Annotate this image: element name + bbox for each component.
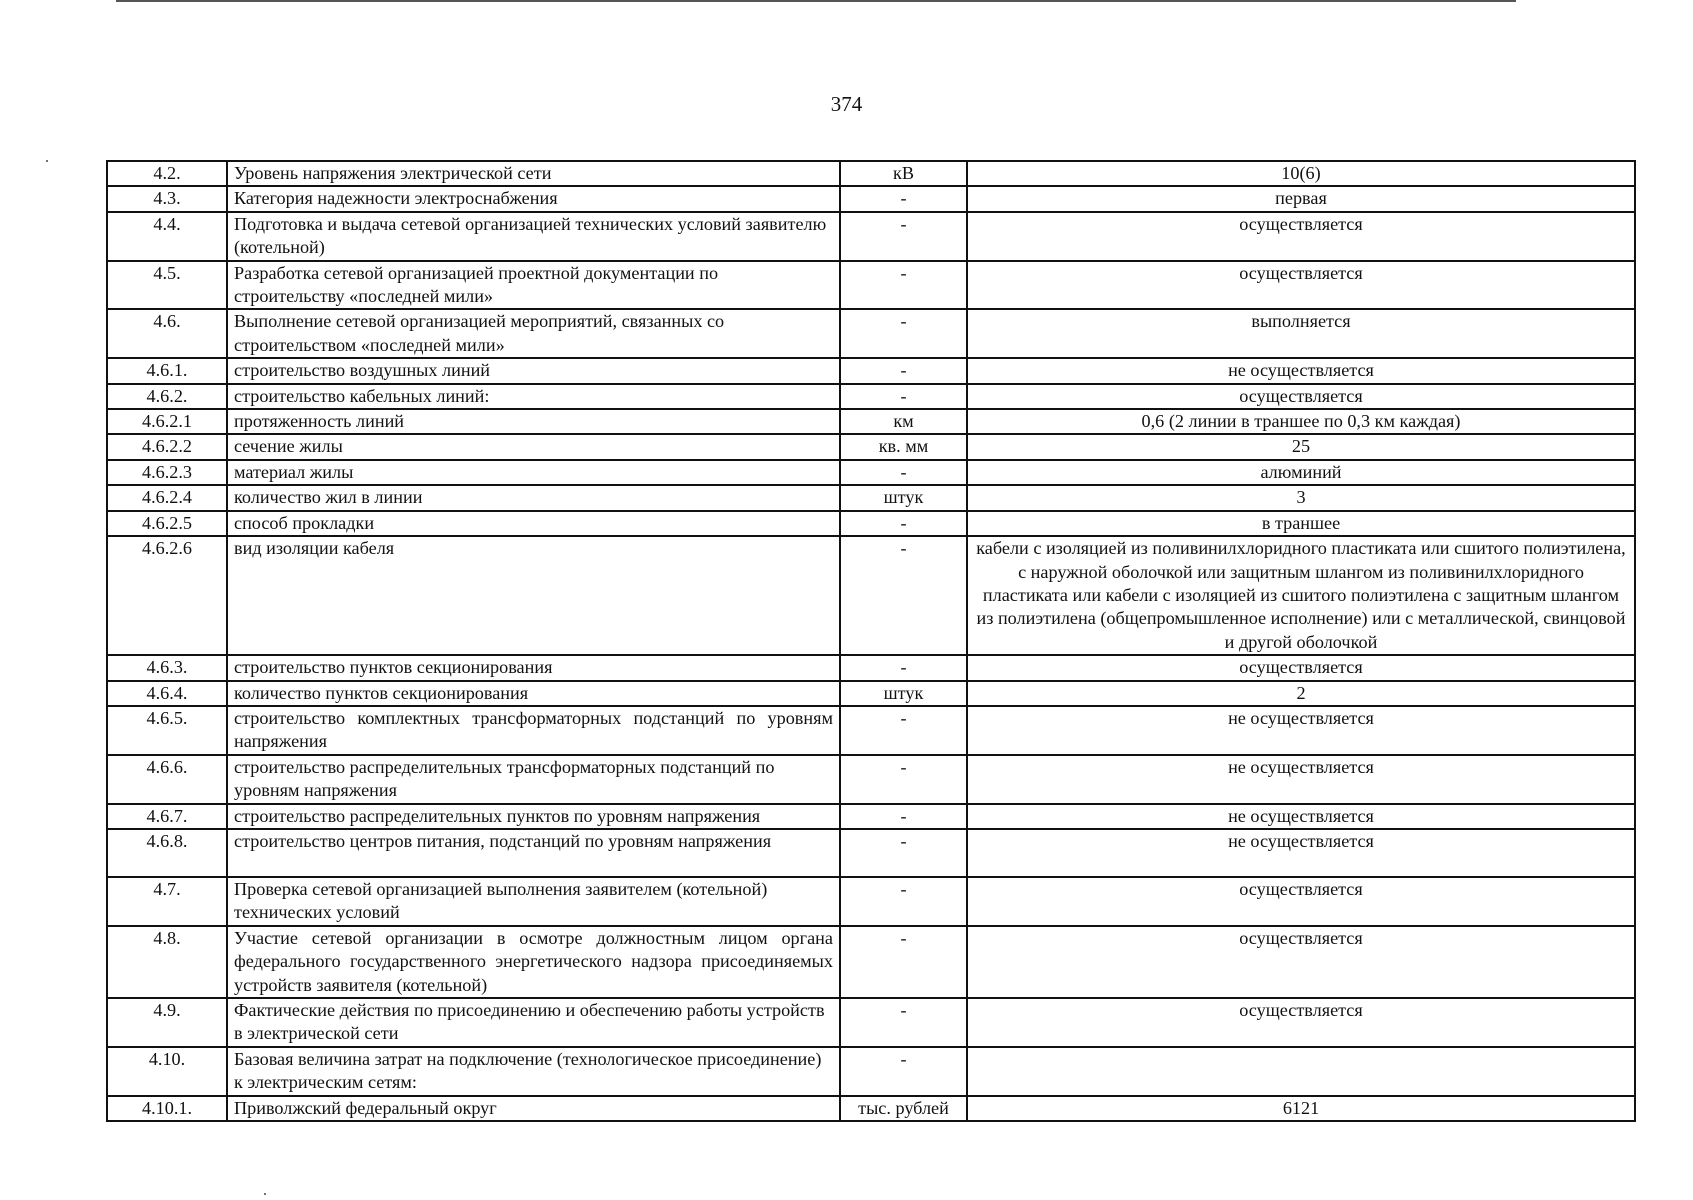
table-row [107, 755, 1635, 804]
row-number: 4.6.2. [107, 384, 227, 409]
row-value: не осуществляется [967, 706, 1635, 755]
row-number: 4.6.3. [107, 655, 227, 680]
row-unit: - [840, 460, 967, 485]
row-number: 4.6.5. [107, 706, 227, 755]
scan-speck [264, 1193, 266, 1195]
row-value [967, 1047, 1635, 1096]
row-unit: - [840, 655, 967, 680]
table-row [107, 384, 1635, 409]
row-description: Разработка сетевой организацией проектной документации по строительству «последней мили» [227, 261, 840, 310]
row-description: Категория надежности электроснабжения [227, 186, 840, 211]
table-row [107, 998, 1635, 1047]
table-row [107, 706, 1635, 755]
row-value: не осуществляется [967, 358, 1635, 383]
row-number: 4.6.2.1 [107, 409, 227, 434]
row-value: осуществляется [967, 384, 1635, 409]
table-row [107, 161, 1635, 186]
row-unit: - [840, 877, 967, 926]
row-unit: км [840, 409, 967, 434]
row-description: Участие сетевой организации в осмотре должностным лицом органа федерального государственного энергетического надзора присоединяемых устройств заявителя (котельной) [227, 926, 840, 998]
row-number: 4.4. [107, 212, 227, 261]
row-value: осуществляется [967, 212, 1635, 261]
row-unit: - [840, 384, 967, 409]
table-row [107, 485, 1635, 510]
row-unit: кв. мм [840, 434, 967, 459]
row-value: не осуществляется [967, 755, 1635, 804]
row-number: 4.9. [107, 998, 227, 1047]
row-description: Проверка сетевой организацией выполнения заявителем (котельной) технических условий [227, 877, 840, 926]
table-row [107, 261, 1635, 310]
row-description: Приволжский федеральный округ [227, 1096, 840, 1121]
row-value: 6121 [967, 1096, 1635, 1121]
row-number: 4.6.8. [107, 829, 227, 877]
row-description: Уровень напряжения электрической сети [227, 161, 840, 186]
table-row [107, 1096, 1635, 1121]
row-description: строительство распределительных пунктов по уровням напряжения [227, 804, 840, 829]
row-description: строительство кабельных линий: [227, 384, 840, 409]
row-value: 2 [967, 681, 1635, 706]
row-description: строительство воздушных линий [227, 358, 840, 383]
row-number: 4.2. [107, 161, 227, 186]
table-row [107, 655, 1635, 680]
row-description: строительство комплектных трансформаторных подстанций по уровням напряжения [227, 706, 840, 755]
row-number: 4.6.2.2 [107, 434, 227, 459]
table-row [107, 358, 1635, 383]
row-value: не осуществляется [967, 804, 1635, 829]
row-description: протяженность линий [227, 409, 840, 434]
row-unit: - [840, 706, 967, 755]
row-number: 4.5. [107, 261, 227, 310]
row-number: 4.10.1. [107, 1096, 227, 1121]
row-unit: - [840, 212, 967, 261]
row-number: 4.7. [107, 877, 227, 926]
row-unit: - [840, 998, 967, 1047]
row-number: 4.3. [107, 186, 227, 211]
row-number: 4.6.4. [107, 681, 227, 706]
row-value: 25 [967, 434, 1635, 459]
row-unit: - [840, 1047, 967, 1096]
table-row [107, 829, 1635, 877]
row-value: выполняется [967, 309, 1635, 358]
spec-table [106, 160, 1636, 1122]
table-row [107, 877, 1635, 926]
row-unit: - [840, 309, 967, 358]
row-number: 4.10. [107, 1047, 227, 1096]
row-value: 10(6) [967, 161, 1635, 186]
row-value: алюминий [967, 460, 1635, 485]
row-unit: - [840, 755, 967, 804]
row-unit: - [840, 186, 967, 211]
row-unit: - [840, 261, 967, 310]
table-row [107, 409, 1635, 434]
row-value: осуществляется [967, 998, 1635, 1047]
row-description: Фактические действия по присоединению и обеспечению работы устройств в электрической сети [227, 998, 840, 1047]
row-unit: - [840, 804, 967, 829]
row-description: Базовая величина затрат на подключение (технологическое присоединение) к электрическим сетям: [227, 1047, 840, 1096]
table-row [107, 536, 1635, 655]
table-row [107, 926, 1635, 998]
row-value: 3 [967, 485, 1635, 510]
row-description: способ прокладки [227, 511, 840, 536]
row-description: вид изоляции кабеля [227, 536, 840, 655]
table-row [107, 511, 1635, 536]
row-unit: - [840, 926, 967, 998]
row-description: Выполнение сетевой организацией мероприятий, связанных со строительством «последней мили» [227, 309, 840, 358]
row-value: осуществляется [967, 655, 1635, 680]
row-value: не осуществляется [967, 829, 1635, 877]
row-description: количество пунктов секционирования [227, 681, 840, 706]
row-description: строительство распределительных трансформаторных подстанций по уровням напряжения [227, 755, 840, 804]
page-number: 374 [830, 92, 863, 116]
row-description: материал жилы [227, 460, 840, 485]
row-number: 4.6.7. [107, 804, 227, 829]
row-number: 4.6.2.5 [107, 511, 227, 536]
row-value: в траншее [967, 511, 1635, 536]
row-unit: - [840, 536, 967, 655]
table-row [107, 212, 1635, 261]
table-row [107, 1047, 1635, 1096]
row-unit: штук [840, 681, 967, 706]
row-unit: - [840, 358, 967, 383]
row-number: 4.8. [107, 926, 227, 998]
row-description: сечение жилы [227, 434, 840, 459]
row-unit: - [840, 511, 967, 536]
row-value: первая [967, 186, 1635, 211]
table-row [107, 681, 1635, 706]
top-rule [116, 0, 1516, 2]
row-value: кабели с изоляцией из поливинилхлоридного пластиката или сшитого полиэтилена, с наружной оболочкой или защитным шлангом из поливинилхлоридного пластиката или кабели с изоляцией из сшитого полиэтилена с защитным шлангом из полиэтилена (общепромышленное исполнение) или с металлической, свинцовой и другой оболочкой [967, 536, 1635, 655]
table-row [107, 186, 1635, 211]
row-value: осуществляется [967, 926, 1635, 998]
row-description: Подготовка и выдача сетевой организацией технических условий заявителю (котельной) [227, 212, 840, 261]
scan-speck [46, 160, 48, 162]
row-number: 4.6.1. [107, 358, 227, 383]
table-row [107, 434, 1635, 459]
row-description: строительство пунктов секционирования [227, 655, 840, 680]
table-row [107, 309, 1635, 358]
row-unit: штук [840, 485, 967, 510]
row-number: 4.6. [107, 309, 227, 358]
table-row [107, 804, 1635, 829]
row-number: 4.6.2.6 [107, 536, 227, 655]
row-value: осуществляется [967, 877, 1635, 926]
row-number: 4.6.2.4 [107, 485, 227, 510]
table-row [107, 460, 1635, 485]
row-value: 0,6 (2 линии в траншее по 0,3 км каждая) [967, 409, 1635, 434]
row-value: осуществляется [967, 261, 1635, 310]
table-body [107, 161, 1635, 1121]
row-number: 4.6.2.3 [107, 460, 227, 485]
row-description: количество жил в линии [227, 485, 840, 510]
row-unit: кВ [840, 161, 967, 186]
row-description: строительство центров питания, подстанций по уровням напряжения [227, 829, 840, 877]
row-unit: - [840, 829, 967, 877]
row-unit: тыс. рублей [840, 1096, 967, 1121]
row-number: 4.6.6. [107, 755, 227, 804]
